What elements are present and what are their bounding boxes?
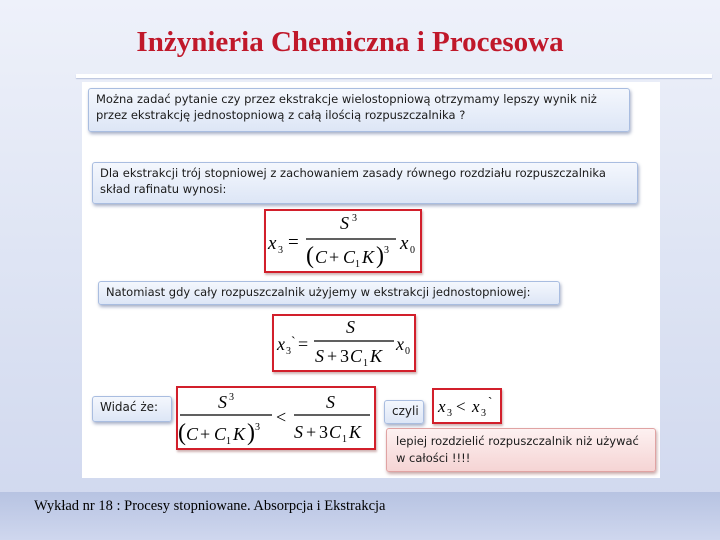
svg-text:3: 3 xyxy=(352,213,357,224)
svg-text:x: x xyxy=(472,397,480,416)
svg-text:K: K xyxy=(233,424,246,444)
formula-x3-box xyxy=(264,209,422,273)
inequality-box xyxy=(176,386,376,450)
svg-text:<: < xyxy=(456,397,466,416)
svg-text:0: 0 xyxy=(410,245,415,256)
visible-label-box: Widać że: xyxy=(92,396,172,422)
title-divider xyxy=(76,74,712,78)
formula-x3 xyxy=(266,211,420,271)
svg-text:3: 3 xyxy=(340,346,349,366)
svg-text:K: K xyxy=(370,346,383,366)
slide-title: Inżynieria Chemiczna i Procesowa xyxy=(136,26,564,58)
svg-text:=: = xyxy=(298,334,309,354)
svg-text:S: S xyxy=(315,346,324,366)
svg-text:+: + xyxy=(329,247,340,267)
svg-text:1: 1 xyxy=(226,436,231,447)
svg-text:S: S xyxy=(218,392,227,412)
czyli-box: czyli xyxy=(384,400,424,424)
svg-text:(: ( xyxy=(306,243,314,269)
svg-text:3: 3 xyxy=(481,408,486,419)
svg-text:): ) xyxy=(376,243,384,269)
svg-text:K: K xyxy=(349,422,362,442)
conclusion-box: lepiej rozdzielić rozpuszczalnik niż używać w całości !!!! xyxy=(386,428,656,472)
svg-text:C: C xyxy=(186,424,199,444)
svg-text:C: C xyxy=(315,247,328,267)
svg-text:3: 3 xyxy=(286,346,291,357)
svg-text:+: + xyxy=(306,422,317,442)
svg-text:): ) xyxy=(247,420,255,446)
result-box xyxy=(432,388,502,424)
svg-text:C: C xyxy=(329,422,342,442)
svg-text:C: C xyxy=(343,247,356,267)
formula-x3-prime-box xyxy=(272,314,416,372)
svg-text:S: S xyxy=(346,317,355,337)
svg-text:3: 3 xyxy=(255,422,260,433)
result-formula xyxy=(434,390,500,422)
svg-text:S: S xyxy=(340,213,349,233)
svg-text:x: x xyxy=(438,397,446,416)
svg-text:x: x xyxy=(277,334,285,354)
svg-text:<: < xyxy=(276,407,287,427)
svg-text:`: ` xyxy=(291,335,296,350)
svg-text:K: K xyxy=(362,247,375,267)
svg-text:+: + xyxy=(327,346,338,366)
formula-x3-prime xyxy=(274,316,414,370)
svg-text:1: 1 xyxy=(355,259,360,270)
three-stage-box: Dla ekstrakcji trój stopniowej z zachowaniem zasady równego rozdziału rozpuszczalnika skład rafinatu wynosi: xyxy=(92,162,638,204)
inequality-formula xyxy=(178,388,374,448)
svg-text:3: 3 xyxy=(229,392,234,403)
question-box: Można zadać pytanie czy przez ekstrakcje wielostopniową otrzymamy lepszy wynik niż przez ekstrakcję jednostopniową z całą ilością rozpuszczalnika ? xyxy=(88,88,630,132)
svg-text:`: ` xyxy=(488,394,493,409)
svg-text:S: S xyxy=(326,392,335,412)
svg-text:S: S xyxy=(294,422,303,442)
svg-text:x: x xyxy=(396,334,404,354)
svg-text:+: + xyxy=(200,424,211,444)
svg-text:3: 3 xyxy=(319,422,328,442)
svg-text:3: 3 xyxy=(384,245,389,256)
svg-text:(: ( xyxy=(178,420,186,446)
svg-text:1: 1 xyxy=(363,358,368,369)
svg-text:0: 0 xyxy=(405,346,410,357)
svg-text:x: x xyxy=(268,233,277,254)
svg-text:3: 3 xyxy=(278,245,283,256)
svg-text:=: = xyxy=(288,232,299,253)
svg-text:x: x xyxy=(400,233,409,254)
svg-text:C: C xyxy=(214,424,227,444)
svg-text:C: C xyxy=(350,346,363,366)
svg-text:3: 3 xyxy=(447,408,452,419)
content-panel xyxy=(82,82,660,478)
svg-text:1: 1 xyxy=(342,434,347,445)
single-stage-box: Natomiast gdy cały rozpuszczalnik użyjemy w ekstrakcji jednostopniowej: xyxy=(98,281,560,305)
footer-text: Wykład nr 18 : Procesy stopniowane. Absorpcja i Ekstrakcja xyxy=(34,498,386,514)
